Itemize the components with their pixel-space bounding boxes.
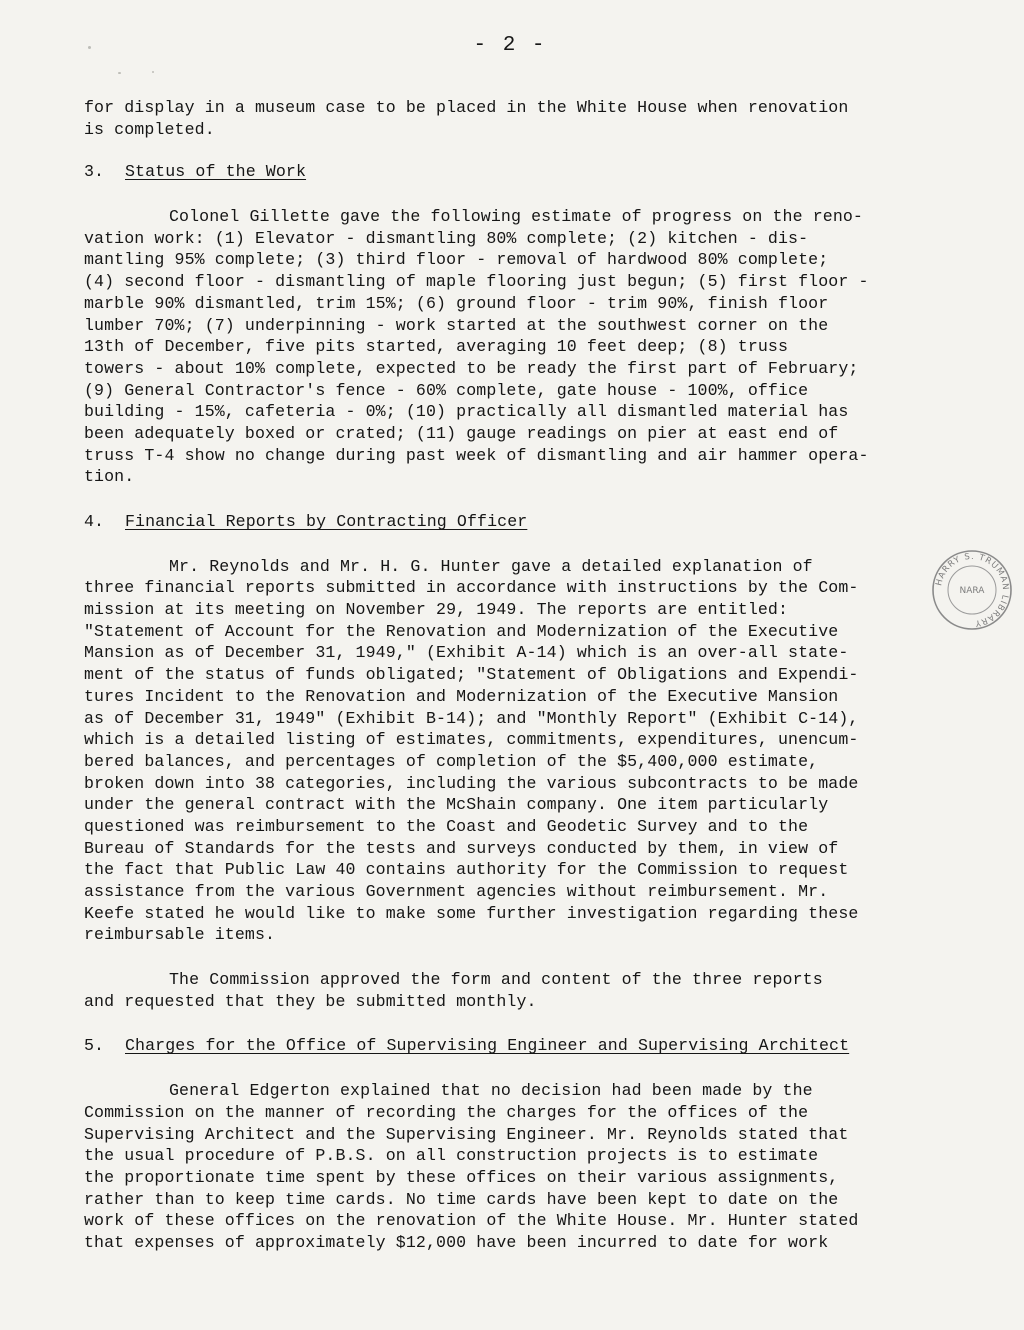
text-line: ment of the status of funds obligated; "Statement of Obligations and Expendi-	[84, 665, 859, 685]
section-number: 4.	[84, 512, 105, 531]
text-line: Supervising Architect and the Supervising Engineer. Mr. Reynolds stated that	[84, 1124, 849, 1144]
text-line: tures Incident to the Renovation and Modernization of the Executive Mansion	[84, 686, 839, 706]
text-line: Keefe stated he would like to make some further investigation regarding these	[84, 903, 859, 923]
text-line: as of December 31, 1949" (Exhibit B-14); and "Monthly Report" (Exhibit C-14),	[84, 708, 859, 728]
text-line: Colonel Gillette gave the following estimate of progress on the reno-	[169, 207, 863, 227]
text-line: that expenses of approximately $12,000 have been incurred to date for work	[84, 1232, 829, 1252]
text-line: lumber 70%; (7) underpinning - work started at the southwest corner on the	[84, 315, 829, 335]
text-line: the usual procedure of P.B.S. on all construction projects is to estimate	[84, 1146, 819, 1166]
text-line: General Edgerton explained that no decision had been made by the	[169, 1081, 813, 1101]
text-line: mantling 95% complete; (3) third floor - removal of hardwood 80% complete;	[84, 250, 829, 270]
text-line: mission at its meeting on November 29, 1949. The reports are entitled:	[84, 600, 789, 620]
text-line: and requested that they be submitted monthly.	[84, 991, 537, 1011]
text-line: towers - about 10% complete, expected to be ready the first part of February;	[84, 358, 859, 378]
text-line: questioned was reimbursement to the Coast and Geodetic Survey and to the	[84, 816, 809, 836]
text-line: for display in a museum case to be placed in the White House when renovation	[84, 98, 849, 117]
text-line: Mr. Reynolds and Mr. H. G. Hunter gave a detailed explanation of	[169, 556, 813, 576]
text-line: rather than to keep time cards. No time cards have been kept to date on the	[84, 1189, 839, 1209]
text-line: the fact that Public Law 40 contains authority for the Commission to request	[84, 860, 849, 880]
text-line: marble 90% dismantled, trim 15%; (6) ground floor - trim 90%, finish floor	[84, 293, 829, 313]
section-title: Status of the Work	[125, 162, 307, 182]
paper-speck	[88, 46, 91, 49]
text-line: is completed.	[84, 119, 215, 139]
section-heading-financial-reports	[84, 511, 964, 533]
text-line: tion.	[84, 467, 135, 487]
text-line: (4) second floor - dismantling of maple flooring just begun; (5) first floor -	[84, 272, 869, 292]
text-line: the proportionate time spent by these offices on their various assignments,	[84, 1167, 839, 1187]
text-line: which is a detailed listing of estimates, commitments, expenditures, unencum-	[84, 730, 859, 750]
text-line: "Statement of Account for the Renovation and Modernization of the Executive	[84, 621, 839, 641]
section-number: 3.	[84, 162, 105, 182]
text-line: Commission on the manner of recording the charges for the offices of the	[84, 1102, 809, 1122]
text-line: assistance from the various Government agencies without reimbursement. Mr.	[84, 882, 829, 901]
text-line: under the general contract with the McShain company. One item particularly	[84, 795, 829, 815]
text-line: 13th of December, five pits started, averaging 10 feet deep; (8) truss	[84, 337, 789, 357]
text-line: been adequately boxed or crated; (11) gauge readings on pier at east end of	[84, 423, 839, 443]
section-number: 5.	[84, 1036, 105, 1056]
text-line: work of these offices on the renovation of the White House. Mr. Hunter stated	[84, 1211, 859, 1231]
text-line: Bureau of Standards for the tests and surveys conducted by them, in view of	[84, 838, 839, 858]
document-body	[84, 97, 964, 1254]
section-heading-supervising-charges	[84, 1035, 964, 1057]
section-heading-status-of-work	[84, 161, 964, 183]
text-line: truss T-4 show no change during past week of dismantling and air hammer opera-	[84, 445, 869, 465]
text-line: reimbursable items.	[84, 925, 276, 945]
page-number: - 2 -	[473, 34, 547, 57]
text-line: three financial reports submitted in accordance with instructions by the Com-	[84, 578, 859, 598]
paper-speck	[118, 72, 121, 74]
stamp-outer-text: HARRY S. TRUMAN LIBRARY	[934, 551, 1011, 628]
paper-speck	[152, 71, 154, 73]
section-title: Charges for the Office of Supervising Engineer and Supervising Architect	[125, 1036, 850, 1056]
section-title: Financial Reports by Contracting Officer	[125, 512, 528, 531]
text-line: Mansion as of December 31, 1949," (Exhibit A-14) which is an over-all state-	[84, 643, 849, 663]
text-line: The Commission approved the form and content of the three reports	[169, 970, 823, 990]
text-line: bered balances, and percentages of completion of the $5,400,000 estimate,	[84, 751, 819, 771]
text-line: (9) General Contractor's fence - 60% complete, gate house - 100%, office	[84, 380, 809, 400]
text-line: broken down into 38 categories, including the various subcontracts to be made	[84, 773, 859, 793]
library-stamp-icon	[930, 548, 1014, 632]
text-line: vation work: (1) Elevator - dismantling 80% complete; (2) kitchen - dis-	[84, 228, 809, 248]
text-line: building - 15%, cafeteria - 0%; (10) practically all dismantled material has	[84, 402, 849, 422]
stamp-center-text: NARA	[959, 586, 985, 596]
